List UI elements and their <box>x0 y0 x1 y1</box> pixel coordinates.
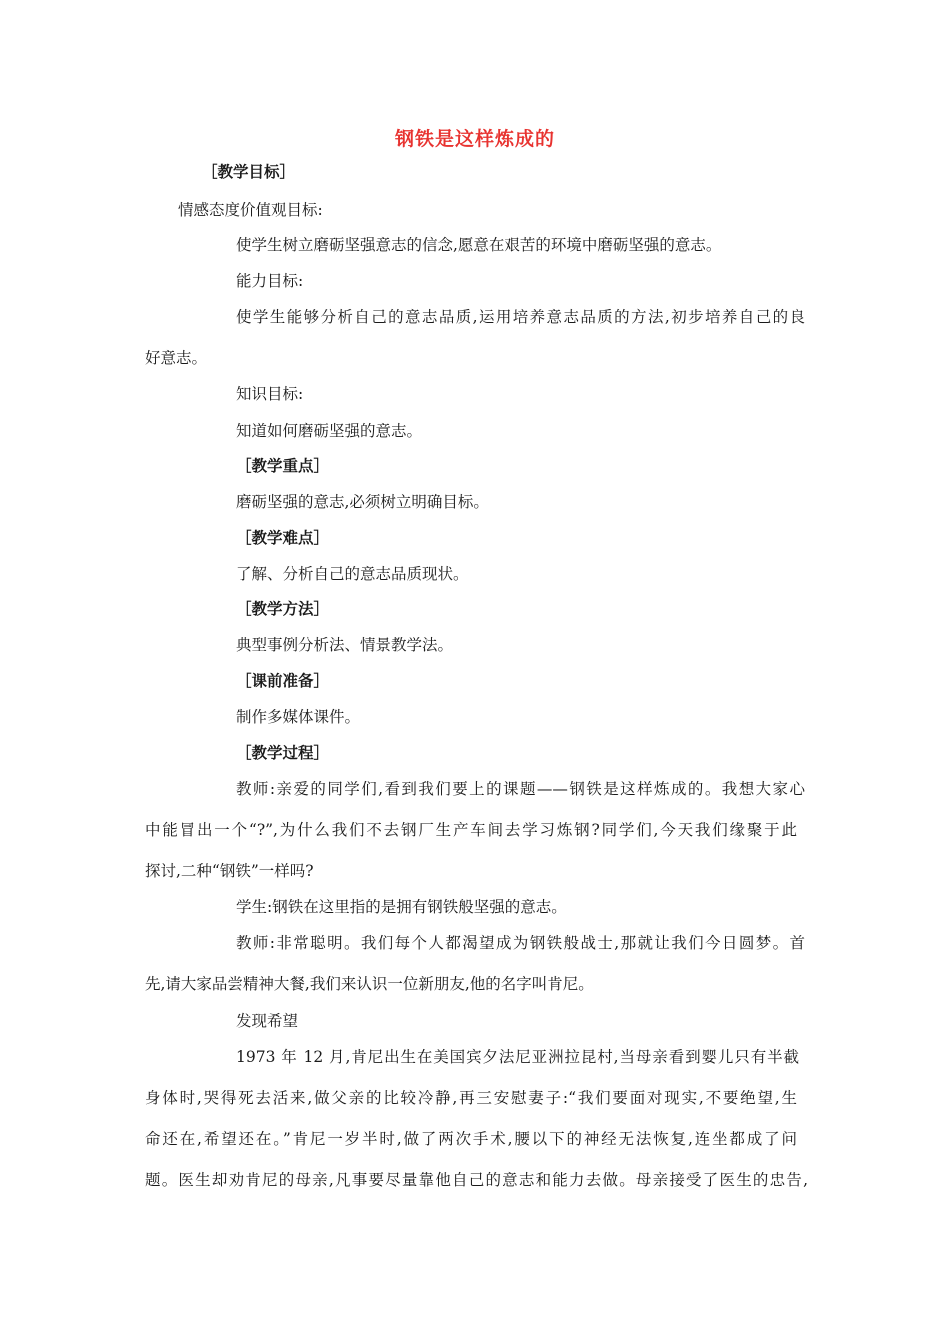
goal-ability-text-line1: 使学生能够分析自己的意志品质,运用培养意志品质的方法,初步培养自己的良 <box>236 308 805 326</box>
paragraph-teacher-1-line3: 探讨,二种“钢铁”一样吗? <box>145 862 314 880</box>
paragraph-teacher-1-line1: 教师:亲爱的同学们,看到我们要上的课题——钢铁是这样炼成的。我想大家心 <box>236 780 805 798</box>
heading-key-points: ［教学重点］ <box>236 457 330 475</box>
goal-knowledge-text: 知道如何磨砺坚强的意志。 <box>236 422 423 440</box>
paragraph-teacher-2-line1: 教师:非常聪明。我们每个人都渴望成为钢铁般战士,那就让我们今日圆梦。首 <box>236 934 805 952</box>
paragraph-teacher-2-line2: 先,请大家品尝精神大餐,我们来认识一位新朋友,他的名字叫肯尼。 <box>145 975 594 993</box>
heading-teaching-method: ［教学方法］ <box>236 600 330 618</box>
goal-ability-label: 能力目标: <box>236 272 304 290</box>
difficult-points-text: 了解、分析自己的意志品质现状。 <box>236 565 469 583</box>
goal-emotion-text: 使学生树立磨砺坚强意志的信念,愿意在艰苦的环境中磨砺坚强的意志。 <box>236 236 722 254</box>
document-title: 钢铁是这样炼成的 <box>394 128 555 150</box>
paragraph-story-line2: 身体时,哭得死去活来,做父亲的比较冷静,再三安慰妻子:“我们要面对现实,不要绝望,生 <box>145 1089 797 1107</box>
paragraph-story-line3: 命还在,希望还在。”肯尼一岁半时,做了两次手术,腰以下的神经无法恢复,连坐都成了问 <box>145 1130 797 1148</box>
paragraph-story-line4: 题。医生却劝肯尼的母亲,凡事要尽量靠他自己的意志和能力去做。母亲接受了医生的忠告, <box>145 1171 808 1189</box>
preparation-text: 制作多媒体课件。 <box>236 708 361 726</box>
paragraph-student: 学生:钢铁在这里指的是拥有钢铁般坚强的意志。 <box>236 898 567 916</box>
heading-difficult-points: ［教学难点］ <box>236 529 330 547</box>
heading-preparation: ［课前准备］ <box>236 672 330 690</box>
teaching-method-text: 典型事例分析法、情景教学法。 <box>236 636 454 654</box>
paragraph-teacher-1-line2: 中能冒出一个“?”,为什么我们不去钢厂生产车间去学习炼钢?同学们,今天我们缘聚于此 <box>145 821 797 839</box>
paragraph-story-line1: 1973 年 12 月,肯尼出生在美国宾夕法尼亚洲拉昆村,当母亲看到婴儿只有半截 <box>236 1048 799 1066</box>
subheading-discover-hope: 发现希望 <box>236 1012 299 1030</box>
goal-emotion-label: 情感态度价值观目标: <box>178 201 323 219</box>
key-points-text: 磨砺坚强的意志,必须树立明确目标。 <box>236 493 489 511</box>
heading-teaching-goals: ［教学目标］ <box>202 163 296 181</box>
heading-teaching-process: ［教学过程］ <box>236 744 330 762</box>
goal-ability-text-line2: 好意志。 <box>145 349 208 367</box>
goal-knowledge-label: 知识目标: <box>236 385 304 403</box>
